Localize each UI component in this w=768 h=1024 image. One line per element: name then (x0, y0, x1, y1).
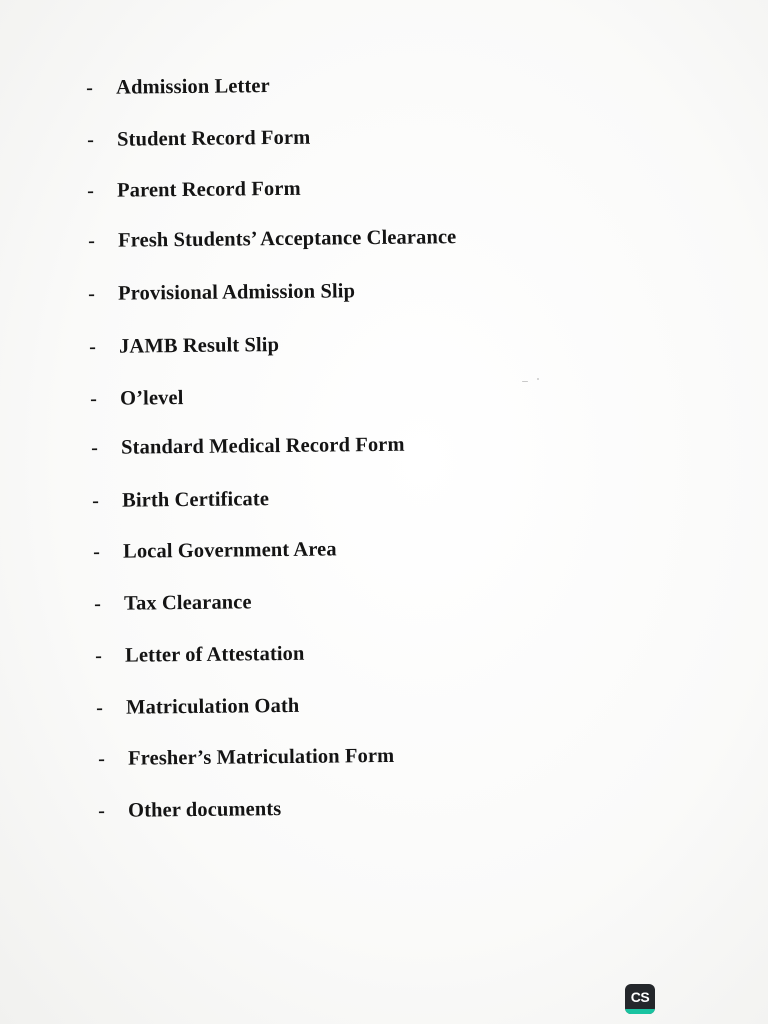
watermark-accent-bar (625, 1009, 655, 1014)
bullet-dash: - (94, 592, 102, 615)
document-label: Tax Clearance (124, 591, 252, 615)
bullet-dash: - (98, 747, 106, 770)
document-label: Other documents (128, 798, 282, 822)
document-label: Provisional Admission Slip (118, 280, 356, 305)
paper-speck (522, 378, 540, 382)
bullet-dash: - (88, 229, 96, 252)
document-label: Matriculation Oath (126, 694, 300, 719)
document-label: O’level (120, 387, 184, 410)
bullet-dash: - (90, 387, 98, 410)
bullet-dash: - (96, 696, 104, 719)
bullet-dash: - (86, 76, 94, 99)
document-label: Fresh Students’ Acceptance Clearance (118, 226, 457, 252)
document-label: JAMB Result Slip (119, 334, 280, 358)
bullet-dash: - (89, 335, 97, 358)
camscanner-logo-icon (625, 984, 655, 1014)
bullet-dash: - (87, 179, 95, 202)
document-label: Fresher’s Matriculation Form (128, 744, 395, 770)
bullet-dash: - (88, 282, 96, 305)
bullet-dash: - (91, 436, 99, 459)
bullet-dash: - (92, 489, 100, 512)
bullet-dash: - (93, 540, 101, 563)
bullet-dash: - (98, 799, 106, 822)
document-label: Student Record Form (117, 126, 311, 151)
watermark-text: CS (630, 989, 650, 1005)
document-label: Letter of Attestation (125, 642, 305, 667)
bullet-dash: - (95, 644, 103, 667)
bullet-dash: - (87, 128, 95, 151)
document-label: Local Government Area (123, 538, 337, 563)
document-label: Birth Certificate (122, 488, 270, 512)
document-label: Admission Letter (116, 75, 270, 99)
document-label: Standard Medical Record Form (121, 433, 405, 459)
document-label: Parent Record Form (117, 177, 301, 202)
